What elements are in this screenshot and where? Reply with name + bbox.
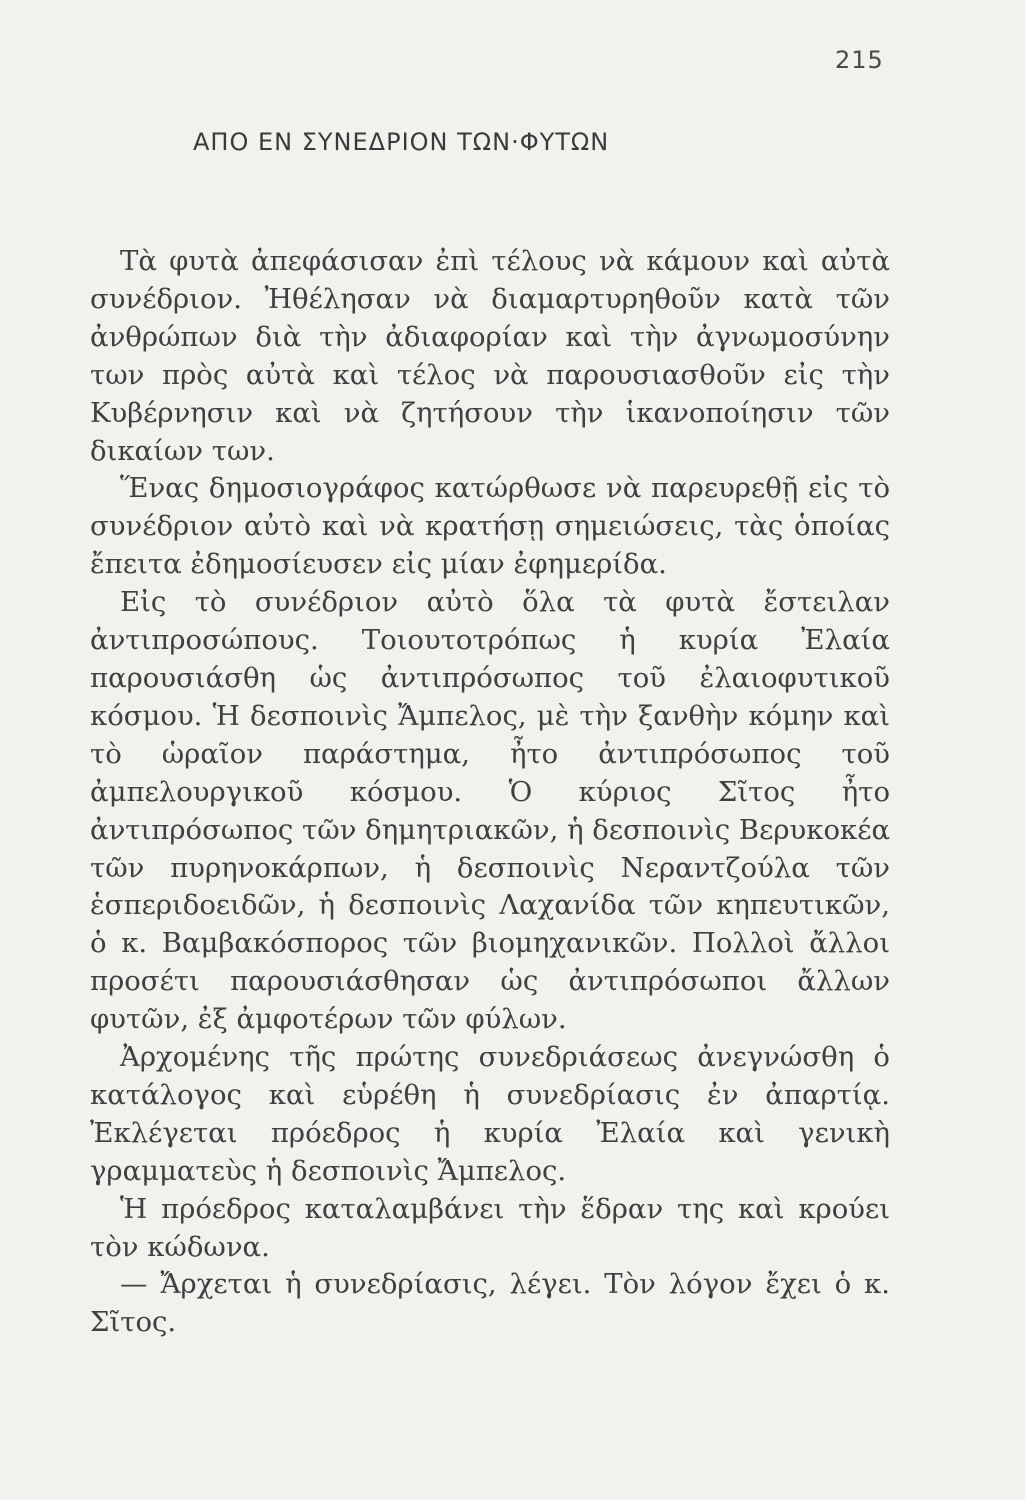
paragraph-4: Ἀρχομένης τῆς πρώτης συνεδριάσεως ἀνεγνώσθη ὁ κατάλογος καὶ εὑρέθη ἡ συνεδρίασις ἐν ἀπαρτίᾳ. Ἐκλέγεται πρόεδρος ἡ κυρία Ἐλαία καὶ γενικὴ γραμματεὺς ἡ δεσποινὶς Ἄμπελος. [90, 1041, 890, 1187]
page-number: 215 [835, 46, 884, 74]
paragraph-2: Ἕνας δημοσιογράφος κατώρθωσε νὰ παρευρεθῇ εἰς τὸ συνέδριον αὐτὸ καὶ νὰ κρατήσῃ σημειώσεις, τὰς ὁποίας ἔπειτα ἐδημοσίευσεν εἰς μίαν ἐφημερίδα. [90, 472, 890, 581]
paragraph-5: Ἡ πρόεδρος καταλαμβάνει τὴν ἕδραν της καὶ κρούει τὸν κώδωνα. [90, 1192, 890, 1263]
paragraph-3: Εἰς τὸ συνέδριον αὐτὸ ὅλα τὰ φυτὰ ἔστειλαν ἀντιπροσώπους. Τοιουτοτρόπως ἡ κυρία Ἐλαία παρουσιάσθη ὡς ἀντιπρόσωπος τοῦ ἐλαιοφυτικοῦ κόσμου. Ἡ δεσποινὶς Ἄμπελος, μὲ τὴν ξανθὴν κόμην καὶ τὸ ὡραῖον παράστημα, ἦτο ἀντιπρόσωπος τοῦ ἀμπελουργικοῦ κόσμου. Ὁ κύριος Σῖτος ἦτο ἀντιπρόσωπος τῶν δημητριακῶν, ἡ δεσποινὶς Βερυκοκέα τῶν πυρηνοκάρπων, ἡ δεσποινὶς Νεραντζούλα τῶν ἑσπεριδοειδῶν, ἡ δεσποινὶς Λαχανίδα τῶν κηπευτικῶν, ὁ κ. Βαμβακόσπορος τῶν βιομηχανικῶν. Πολλοὶ ἄλλοι προσέτι παρουσιάσθησαν ὡς ἀντιπρόσωποι ἄλλων φυτῶν, ἐξ ἀμφοτέρων τῶν φύλων. [90, 586, 891, 1036]
body-text [90, 243, 890, 1342]
paragraph-1: Τὰ φυτὰ ἀπεφάσισαν ἐπὶ τέλους νὰ κάμουν καὶ αὐτὰ συνέδριον. Ἠθέλησαν νὰ διαμαρτυρηθοῦν κατὰ τῶν ἀνθρώπων διὰ τὴν ἀδιαφορίαν καὶ τὴν ἀγνωμοσύνην των πρὸς αὐτὰ καὶ τέλος νὰ παρουσιασθοῦν εἰς τὴν Κυβέρνησιν καὶ νὰ ζητήσουν τὴν ἱκανοποίησιν τῶν δικαίων των. [90, 245, 890, 467]
paragraph-6: — Ἄρχεται ἡ συνεδρίασις, λέγει. Τὸν λόγον ἔχει ὁ κ. Σῖτος. [90, 1268, 890, 1339]
chapter-title: ΑΠΟ ΕΝ ΣΥΝΕΔΡΙΟΝ ΤΩΝ·ΦΥΤΩΝ [193, 128, 610, 156]
